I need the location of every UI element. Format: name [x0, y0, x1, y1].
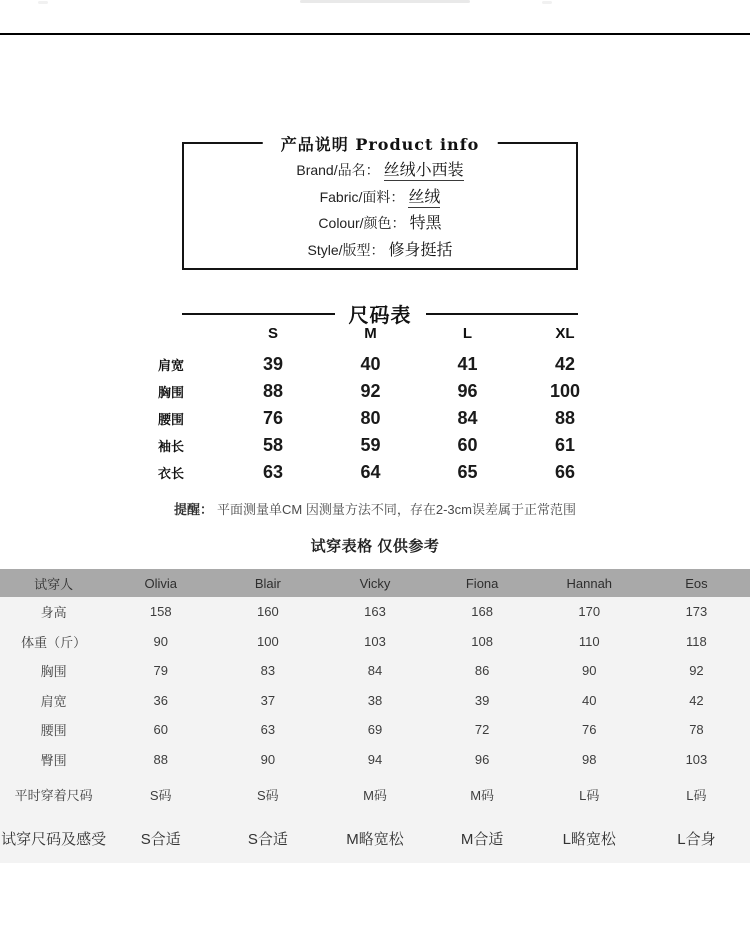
size-column-header: M [364, 324, 377, 342]
size-row-label: 肩宽 [158, 358, 185, 373]
fitting-row-label: 臀围 [40, 752, 67, 768]
fitting-cell: 88 [153, 751, 168, 767]
product-info-row [184, 210, 576, 237]
fitting-table-title: 试穿表格 仅供参考 [310, 538, 440, 555]
fitting-cell: 170 [578, 604, 601, 620]
fitting-cell: S合适 [140, 831, 181, 848]
fitting-cell: 96 [474, 751, 490, 767]
size-cell: 100 [549, 381, 581, 401]
fitting-cell: 83 [260, 663, 276, 679]
fitting-cell: 98 [582, 751, 597, 767]
size-cell: 60 [457, 435, 478, 455]
reminder-text: 平面测量单CM 因测量方法不同，存在2-3cm误差属于正常范围 [217, 502, 576, 517]
fitting-cell: L合身 [677, 831, 716, 848]
fitting-cell: S码 [257, 787, 279, 803]
fitting-cell: 108 [471, 633, 493, 649]
fitting-cell: L略宽松 [562, 831, 616, 848]
size-cell: 65 [457, 462, 478, 482]
fitting-header-cell: Olivia [144, 575, 177, 591]
table-row [0, 686, 750, 716]
fitting-header-cell: Vicky [359, 575, 391, 591]
table-row [0, 597, 750, 627]
section-divider-rule [0, 33, 750, 35]
table-row [140, 459, 614, 486]
size-cell: 39 [262, 354, 284, 374]
fitting-table-body [0, 597, 750, 863]
fitting-cell: 110 [578, 633, 600, 649]
fitting-cell: 158 [149, 604, 172, 620]
fitting-cell: 40 [582, 692, 597, 708]
size-cell: 76 [262, 408, 284, 428]
fitting-row-label: 腰围 [40, 723, 67, 739]
size-row-label: 袖长 [158, 439, 185, 454]
cropped-content-remnant [542, 1, 552, 4]
product-attr-value: 特黑 [409, 215, 442, 232]
fitting-cell: 90 [582, 663, 597, 679]
fitting-cell: 38 [367, 692, 383, 708]
size-cell: 92 [360, 381, 381, 401]
fitting-cell: M合适 [460, 831, 504, 848]
table-row [0, 627, 750, 657]
fitting-cell: 69 [367, 722, 383, 738]
size-chart-header-row [140, 322, 614, 344]
fitting-cell: 94 [367, 751, 383, 767]
size-cell: 84 [457, 408, 478, 428]
fitting-cell: L码 [579, 787, 600, 803]
fitting-cell: 173 [685, 604, 708, 620]
size-column-header: XL [555, 324, 575, 342]
fitting-cell: 160 [257, 604, 279, 620]
fitting-header-cell: 试穿人 [34, 576, 74, 592]
fitting-row-label: 身高 [40, 605, 67, 621]
table-row [0, 814, 750, 863]
fitting-cell: S码 [149, 787, 172, 803]
size-cell: 66 [554, 462, 576, 482]
fitting-cell: 84 [367, 663, 383, 679]
product-attr-value: 修身挺括 [388, 241, 453, 259]
fitting-header-cell: Hannah [566, 575, 613, 591]
product-attr-label: Colour/颜色： [318, 215, 406, 231]
reminder-label: 提醒： [174, 502, 214, 517]
fitting-cell: 103 [364, 633, 386, 649]
table-row [140, 378, 614, 405]
size-cell: 96 [457, 381, 478, 401]
table-row [0, 715, 750, 745]
fitting-cell: 42 [689, 692, 704, 708]
table-row [140, 432, 614, 459]
fitting-cell: 72 [474, 722, 490, 738]
cropped-content-remnant [38, 1, 48, 4]
size-cell: 80 [360, 408, 381, 428]
size-cell: 41 [457, 354, 478, 374]
fitting-cell: 90 [153, 633, 168, 649]
fitting-cell: 100 [257, 633, 279, 649]
size-chart-table [140, 322, 614, 486]
fitting-cell: 78 [689, 722, 704, 738]
product-attr-label: Fabric/面料： [319, 188, 405, 205]
size-cell: 88 [554, 408, 576, 428]
fitting-row-label: 胸围 [40, 664, 67, 680]
size-cell: 63 [262, 462, 284, 482]
fitting-cell: M码 [363, 787, 387, 803]
size-chart-title: 尺码表 [348, 305, 412, 327]
fitting-cell: 63 [260, 722, 276, 738]
size-cell: 42 [554, 354, 576, 374]
heading-rule-right [426, 313, 579, 315]
fitting-table-header-row [0, 569, 750, 597]
size-cell: 61 [554, 435, 576, 455]
size-cell: 88 [262, 381, 284, 401]
size-cell: 64 [360, 462, 381, 482]
size-cell: 58 [262, 435, 284, 455]
fitting-cell: 90 [260, 751, 276, 767]
heading-rule-left [182, 313, 335, 315]
product-info-row [184, 184, 576, 211]
fitting-cell: 60 [153, 722, 168, 738]
fitting-header-cell: Eos [685, 575, 708, 591]
fitting-row-label: 肩宽 [40, 693, 67, 709]
product-info-rows [184, 144, 576, 268]
fitting-cell: 168 [471, 604, 493, 620]
fitting-table [0, 569, 750, 863]
fitting-cell: L码 [686, 787, 707, 803]
product-attr-value: 丝绒小西装 [383, 162, 464, 179]
fitting-cell: M略宽松 [346, 831, 404, 848]
product-attr-value: 丝绒 [408, 188, 441, 206]
fitting-cell: 76 [582, 722, 597, 738]
product-info-row [184, 237, 576, 264]
size-column-header: S [267, 324, 278, 342]
fitting-cell: M码 [470, 787, 495, 803]
product-info-row [184, 157, 576, 184]
product-attr-label: Brand/品名： [296, 162, 380, 178]
table-row [0, 656, 750, 686]
fitting-row-label: 试穿尺码及感受 [1, 831, 107, 848]
size-row-label: 胸围 [158, 385, 185, 400]
table-row [0, 745, 750, 775]
size-row-label: 衣长 [158, 466, 185, 481]
fitting-cell: 163 [364, 604, 386, 620]
product-attr-label: Style/版型： [307, 241, 385, 258]
fitting-cell: 79 [153, 663, 168, 679]
fitting-cell: 118 [686, 633, 707, 649]
product-info-box [182, 135, 578, 270]
table-row [140, 351, 614, 378]
size-chart-body [140, 351, 614, 486]
fitting-cell: 86 [474, 663, 490, 679]
fitting-header-cell: Fiona [465, 575, 499, 591]
product-info-title: 产品说明 Product info [263, 132, 498, 155]
size-row-label: 腰围 [158, 412, 185, 427]
table-row [140, 405, 614, 432]
fitting-cell: S合适 [247, 831, 288, 848]
fitting-cell: 92 [689, 663, 704, 679]
size-cell: 40 [360, 354, 381, 374]
fitting-cell: 36 [153, 692, 168, 708]
fitting-row-label: 体重（斤） [21, 634, 87, 650]
table-row [0, 774, 750, 814]
fitting-cell: 37 [260, 692, 276, 708]
fitting-header-cell: Blair [254, 575, 281, 591]
cropped-content-remnant [300, 0, 470, 3]
fitting-cell: 39 [474, 692, 490, 708]
size-column-header: L [462, 324, 473, 342]
fitting-row-label: 平时穿着尺码 [14, 787, 93, 803]
fitting-cell: 103 [685, 751, 708, 767]
size-cell: 59 [360, 435, 381, 455]
measurement-reminder [0, 499, 750, 518]
